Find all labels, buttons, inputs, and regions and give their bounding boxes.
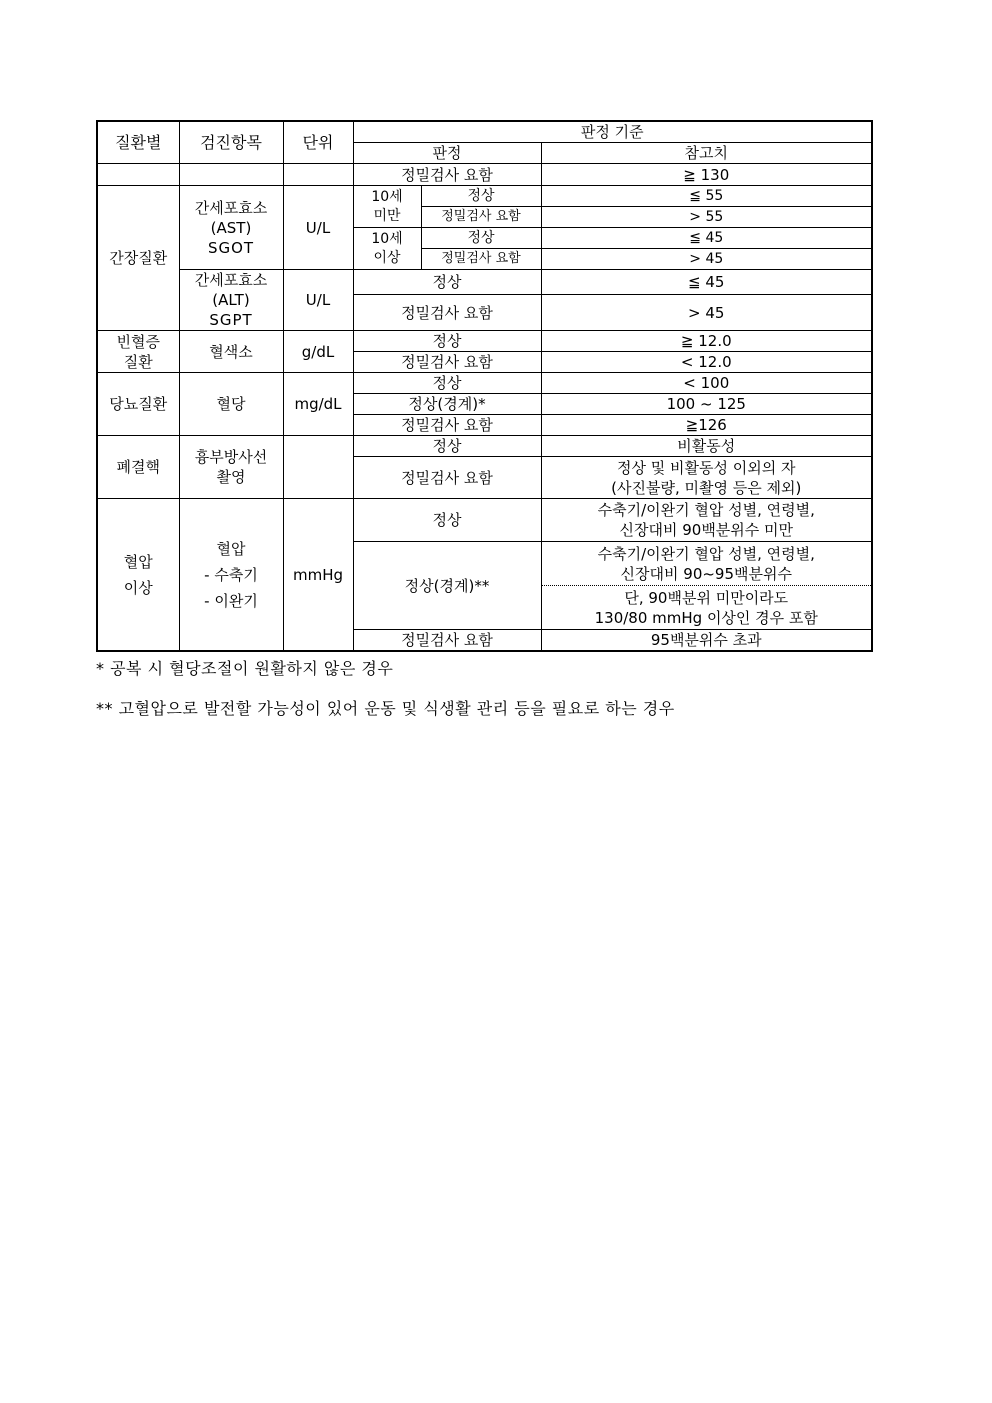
header-unit: 단위 xyxy=(283,121,353,164)
reference-cell: 비활동성 xyxy=(541,436,872,457)
judgement-cell: 정밀검사 요함 xyxy=(353,630,541,652)
disease-liver: 간장질환 xyxy=(97,186,179,331)
reference-cell: ≦ 55 xyxy=(541,186,872,207)
disease-line: 질환 xyxy=(123,352,153,371)
unit-tb xyxy=(283,436,353,499)
disease-diabetes: 당뇨질환 xyxy=(97,373,179,436)
table-row xyxy=(97,331,872,352)
unit-ast: U/L xyxy=(283,186,353,270)
reference-line: 신장대비 90백분위수 미만 xyxy=(619,521,794,539)
reference-cell: > 45 xyxy=(541,295,872,331)
judgement-cell: 정상 xyxy=(353,499,541,542)
item-line: 흉부방사선 xyxy=(194,448,268,466)
reference-cell xyxy=(541,457,872,499)
reference-line: 단, 90백분위 미만이라도 xyxy=(624,588,789,607)
judgement-cell: 정상 xyxy=(421,228,541,249)
item-bp xyxy=(179,499,283,652)
item-line: - 이완기 xyxy=(204,591,258,610)
footnote-2: ** 고혈압으로 발전할 가능성이 있어 운동 및 식생활 관리 등을 필요로 하는 경우 xyxy=(96,699,675,718)
empty-cell xyxy=(97,164,179,186)
item-ast-line: 간세포효소 xyxy=(194,198,268,217)
judgement-cell: 정밀검사 요함 xyxy=(421,249,541,270)
reference-cell: < 100 xyxy=(541,373,872,394)
judgement-cell: 정밀검사 요함 xyxy=(353,415,541,436)
judgement-cell: 정밀검사 요함 xyxy=(353,164,541,186)
item-ast-line: (AST) xyxy=(210,218,252,237)
header-criteria: 판정 기준 xyxy=(353,121,872,143)
reference-line: 정상 및 비활동성 이외의 자 xyxy=(617,458,796,477)
judgement-cell: 정상 xyxy=(353,331,541,352)
reference-cell: < 12.0 xyxy=(541,352,872,373)
reference-line: 신장대비 90~95백분위수 xyxy=(620,564,792,583)
table-row xyxy=(97,186,872,207)
age-over10 xyxy=(353,228,421,270)
item-line: 촬영 xyxy=(216,468,246,486)
item-line: 혈압 xyxy=(216,539,246,558)
item-line: - 수축기 xyxy=(204,565,258,584)
judgement-cell: 정밀검사 요함 xyxy=(353,352,541,373)
footnote-1: * 공복 시 혈당조절이 원활하지 않은 경우 xyxy=(96,659,394,678)
age-under10 xyxy=(353,186,421,228)
item-blood-sugar: 혈당 xyxy=(179,373,283,436)
item-alt xyxy=(179,270,283,331)
reference-cell: ≧ 130 xyxy=(541,164,872,186)
item-chest-xray xyxy=(179,436,283,499)
age-line: 10세 xyxy=(371,188,403,205)
screening-criteria-table xyxy=(96,120,873,652)
unit-anemia: g/dL xyxy=(283,331,353,373)
header-row xyxy=(97,121,872,143)
reference-cell: ≧126 xyxy=(541,415,872,436)
reference-cell: > 45 xyxy=(541,249,872,270)
judgement-cell: 정상(경계)** xyxy=(353,542,541,630)
table-row xyxy=(97,499,872,542)
reference-line: 수축기/이완기 혈압 성별, 연령별, xyxy=(597,544,815,563)
reference-cell: ≦ 45 xyxy=(541,228,872,249)
table-row xyxy=(97,373,872,394)
item-alt-line: SGPT xyxy=(209,311,253,329)
disease-line: 혈압 xyxy=(123,552,153,571)
disease-bp xyxy=(97,499,179,652)
disease-tb: 폐결핵 xyxy=(97,436,179,499)
reference-line: 수축기/이완기 혈압 성별, 연령별, xyxy=(597,501,815,519)
item-alt-line: (ALT) xyxy=(212,291,250,309)
judgement-cell: 정밀검사 요함 xyxy=(353,457,541,499)
item-ast-line: SGOT xyxy=(207,238,255,257)
age-line: 10세 xyxy=(371,230,403,247)
judgement-cell: 정상 xyxy=(353,436,541,457)
age-line: 미만 xyxy=(373,207,401,224)
header-reference: 참고치 xyxy=(541,143,872,164)
reference-cell xyxy=(541,586,872,630)
reference-cell: > 55 xyxy=(541,207,872,228)
unit-bp: mmHg xyxy=(283,499,353,652)
disease-line: 이상 xyxy=(123,578,153,597)
item-alt-line: 간세포효소 xyxy=(194,271,268,289)
reference-line: (사진불량, 미촬영 등은 제외) xyxy=(611,478,802,497)
reference-cell xyxy=(541,499,872,542)
judgement-cell: 정밀검사 요함 xyxy=(421,207,541,228)
item-ast xyxy=(179,186,283,270)
judgement-cell: 정상 xyxy=(353,373,541,394)
judgement-cell: 정밀검사 요함 xyxy=(353,295,541,331)
item-hemoglobin: 혈색소 xyxy=(179,331,283,373)
judgement-cell: 정상(경계)* xyxy=(353,394,541,415)
reference-cell: ≦ 45 xyxy=(541,270,872,295)
table-row xyxy=(97,436,872,457)
header-judgement: 판정 xyxy=(353,143,541,164)
reference-cell xyxy=(541,542,872,586)
age-line: 이상 xyxy=(373,249,401,266)
empty-cell xyxy=(179,164,283,186)
empty-cell xyxy=(283,164,353,186)
reference-line: 130/80 mmHg 이상인 경우 포함 xyxy=(594,608,818,627)
unit-diabetes: mg/dL xyxy=(283,373,353,436)
judgement-cell: 정상 xyxy=(353,270,541,295)
header-item: 검진항목 xyxy=(179,121,283,164)
reference-cell: 100 ~ 125 xyxy=(541,394,872,415)
judgement-cell: 정상 xyxy=(421,186,541,207)
header-disease: 질환별 xyxy=(97,121,179,164)
table-row xyxy=(97,164,872,186)
table-row xyxy=(97,270,872,295)
unit-alt: U/L xyxy=(283,270,353,331)
disease-line: 빈혈증 xyxy=(116,332,160,351)
disease-anemia xyxy=(97,331,179,373)
reference-cell: 95백분위수 초과 xyxy=(541,630,872,652)
reference-cell: ≧ 12.0 xyxy=(541,331,872,352)
